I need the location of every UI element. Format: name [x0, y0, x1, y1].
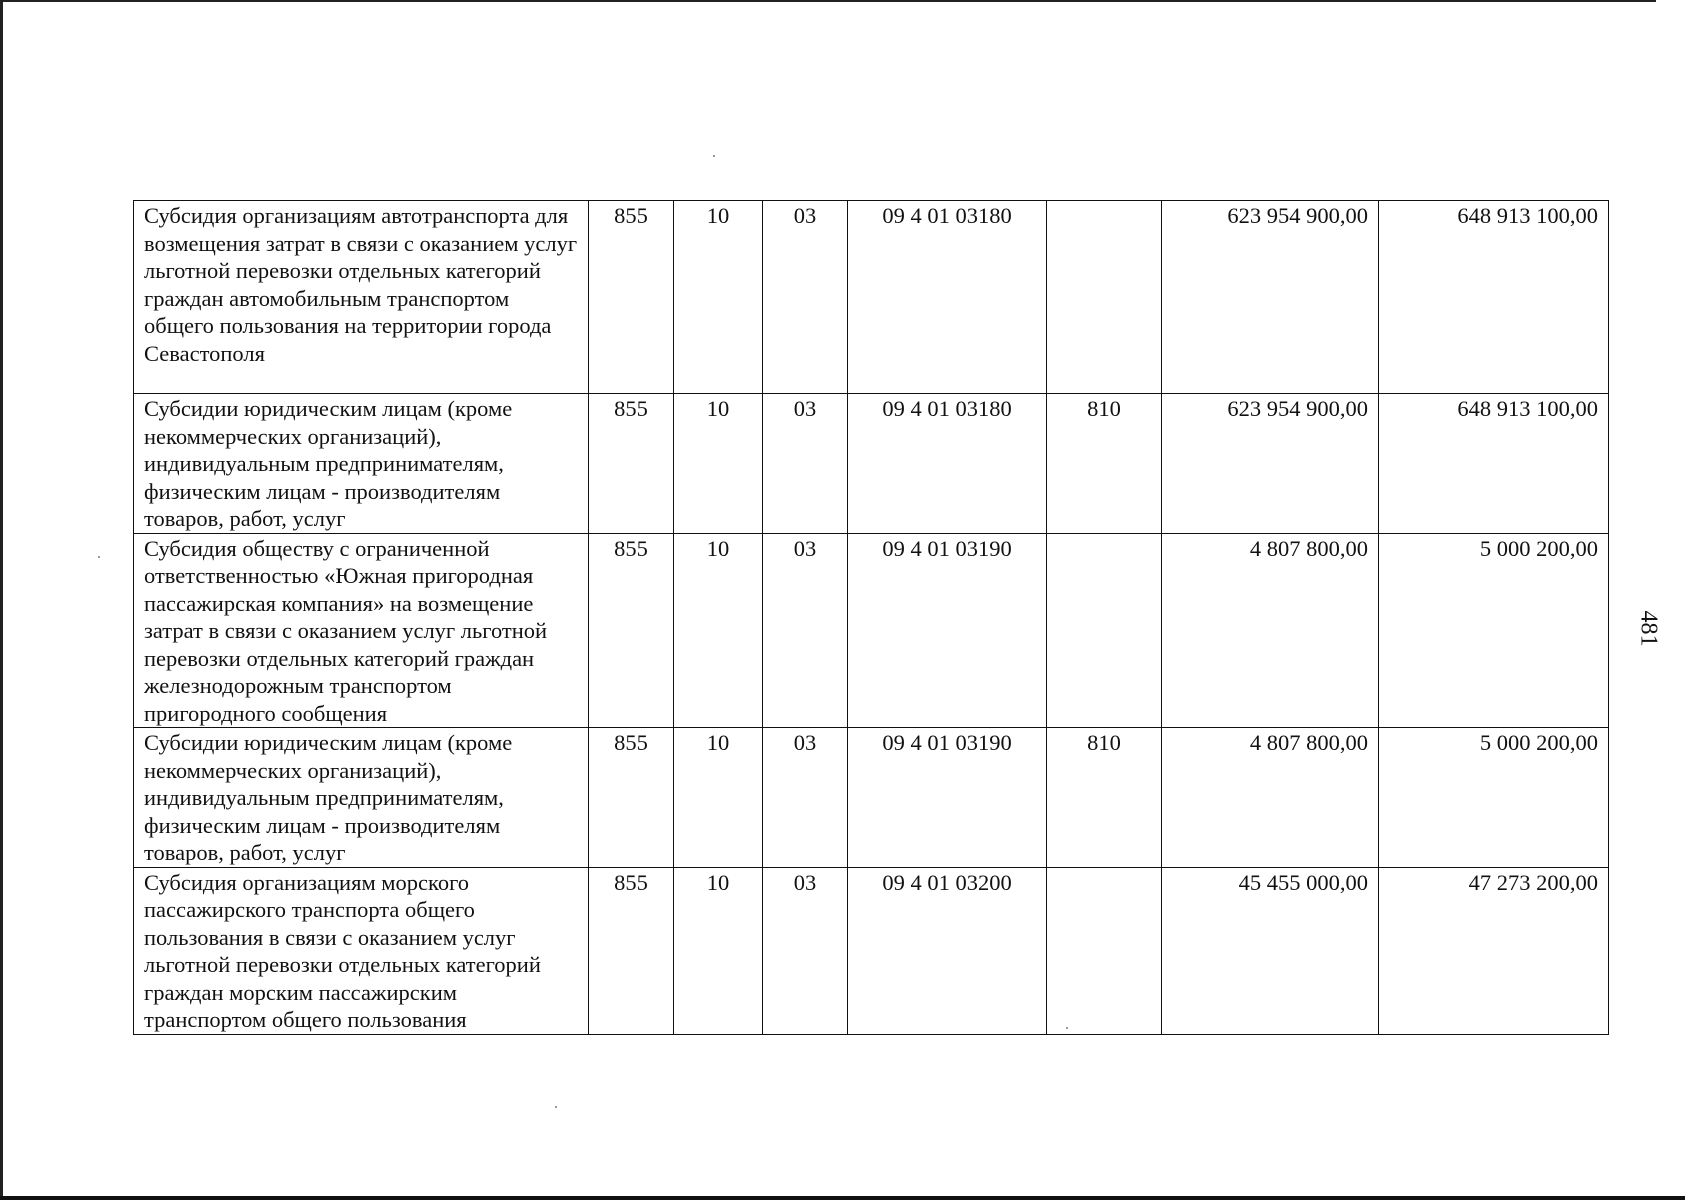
row-section-code: 10 — [674, 867, 763, 1034]
row-subsection-code: 03 — [763, 201, 848, 394]
scan-border-left — [0, 0, 3, 1200]
scan-border-bottom — [0, 1196, 1685, 1200]
row-sum-year2: 648 913 100,00 — [1379, 394, 1609, 534]
row-name: Субсидии юридическим лицам (кроме некоммерческих организаций), индивидуальным предпринимателям, физическим лицам - производителям товаров, работ, услуг — [134, 394, 589, 534]
budget-table — [133, 200, 1609, 1035]
table-row — [134, 728, 1609, 868]
row-name: Субсидия организациям автотранспорта для возмещения затрат в связи с оказанием услуг льготной перевозки отдельных категорий граждан автомобильным транспортом общего пользования на территории города Севастополя — [134, 201, 589, 394]
row-sum-year1: 623 954 900,00 — [1162, 394, 1379, 534]
row-subsection-code: 03 — [763, 533, 848, 728]
row-target-article: 09 4 01 03190 — [848, 728, 1047, 868]
row-name: Субсидии юридическим лицам (кроме некоммерческих организаций), индивидуальным предпринимателям, физическим лицам - производителям товаров, работ, услуг — [134, 728, 589, 868]
row-subsection-code: 03 — [763, 394, 848, 534]
scan-speck — [713, 155, 715, 157]
table-row — [134, 867, 1609, 1034]
row-sum-year1: 623 954 900,00 — [1162, 201, 1379, 394]
row-section-code: 10 — [674, 728, 763, 868]
row-sum-year1: 4 807 800,00 — [1162, 533, 1379, 728]
row-section-code: 10 — [674, 533, 763, 728]
row-grbs-code: 855 — [589, 728, 674, 868]
row-grbs-code: 855 — [589, 533, 674, 728]
row-sum-year1: 4 807 800,00 — [1162, 728, 1379, 868]
row-grbs-code: 855 — [589, 394, 674, 534]
row-sum-year2: 5 000 200,00 — [1379, 533, 1609, 728]
row-grbs-code: 855 — [589, 867, 674, 1034]
row-sum-year2: 5 000 200,00 — [1379, 728, 1609, 868]
row-name: Субсидия организациям морского пассажирского транспорта общего пользования в связи с оказанием услуг льготной перевозки отдельных категорий граждан морским пассажирским транспортом общего пользования — [134, 867, 589, 1034]
row-expense-type — [1047, 867, 1162, 1034]
row-target-article: 09 4 01 03180 — [848, 394, 1047, 534]
scan-speck — [555, 1106, 557, 1108]
row-sum-year2: 47 273 200,00 — [1379, 867, 1609, 1034]
row-sum-year1: 45 455 000,00 — [1162, 867, 1379, 1034]
table-row — [134, 201, 1609, 394]
row-grbs-code: 855 — [589, 201, 674, 394]
row-expense-type — [1047, 533, 1162, 728]
row-expense-type: 810 — [1047, 394, 1162, 534]
row-section-code: 10 — [674, 201, 763, 394]
table-row — [134, 394, 1609, 534]
page-number: 481 — [1635, 610, 1662, 647]
row-target-article: 09 4 01 03190 — [848, 533, 1047, 728]
row-expense-type: 810 — [1047, 728, 1162, 868]
row-target-article: 09 4 01 03200 — [848, 867, 1047, 1034]
scan-border-top — [0, 0, 1656, 2]
table-row — [134, 533, 1609, 728]
row-section-code: 10 — [674, 394, 763, 534]
scan-speck — [98, 556, 100, 558]
row-subsection-code: 03 — [763, 867, 848, 1034]
row-target-article: 09 4 01 03180 — [848, 201, 1047, 394]
row-expense-type — [1047, 201, 1162, 394]
row-subsection-code: 03 — [763, 728, 848, 868]
row-name: Субсидия обществу с ограниченной ответственностью «Южная пригородная пассажирская компания» на возмещение затрат в связи с оказанием услуг льготной перевозки отдельных категорий граждан железнодорожным транспортом пригородного сообщения — [134, 533, 589, 728]
row-sum-year2: 648 913 100,00 — [1379, 201, 1609, 394]
